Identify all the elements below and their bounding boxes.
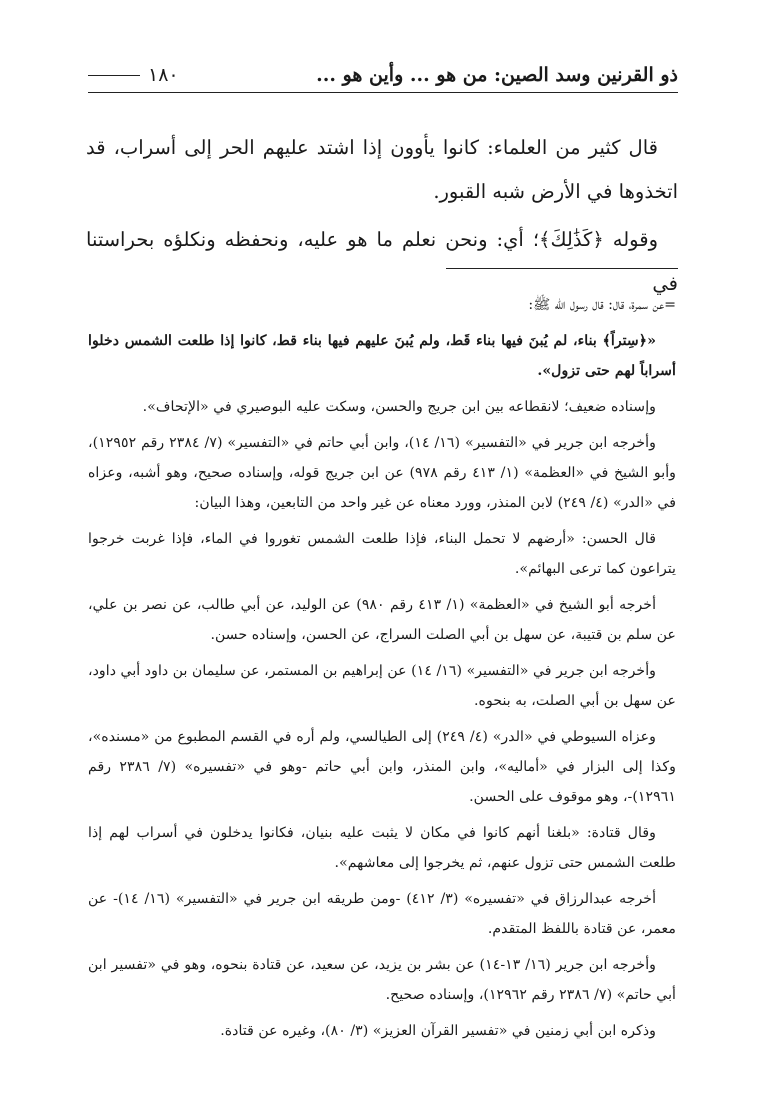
footnote-line: أخرجه عبدالرزاق في «تفسيره» (٣/ ٤١٢) -ومن طريقه ابن جرير في «التفسير» (١٦/ ١٤)- عن معمر، عن قتادة باللفظ المتقدم. [88,891,676,937]
main-text [86,126,678,306]
footnote-line: وذكره ابن أبي زمنين في «تفسير القرآن العزيز» (٣/ ٨٠)، وغيره عن قتادة. [220,1023,656,1039]
main-paragraph: قال كثير من العلماء: كانوا يأوون إذا اشتد عليهم الحر إلى أسراب، قد اتخذوها في الأرض شبه القبور. [86,136,678,203]
main-paragraph: وقوله ﴿كَذَٰلِكَ﴾؛ أي: ونحن نعلم ما هو عليه، ونحفظه ونكلؤه بحراستنا في [86,228,678,295]
footnote-separator [446,268,678,269]
running-header [88,58,678,93]
footnote-line: وأخرجه ابن جرير (١٦/ ١٣-١٤) عن بشر بن يزيد، عن سعيد، عن قتادة بنحوه، وهو في «تفسير ابن أبي حاتم» (٧/ ٢٣٨٦ رقم ١٢٩٦٢)، وإسناده صحيح. [88,957,676,1003]
footnote-line: وأخرجه ابن جرير في «التفسير» (١٦/ ١٤)، وابن أبي حاتم في «التفسير» (٧/ ٢٣٨٤ رقم ١٢٩٥٢)، وأبو الشيخ في «العظمة» (١/ ٤١٣ رقم ٩٧٨) عن ابن جريج قوله، وإسناده صحيح، وهو أشبه، وعزاه في «الدر» (٤/ ٢٤٩) لابن المنذر، وورد معناه عن غير واحد من التابعين، وهذا البيان: [88,435,676,511]
page-number-dash [88,75,140,76]
running-title: ذو القرنين وسد الصين: من هو ... وأين هو ... [316,64,678,86]
page-number: ١٨٠ [148,64,179,86]
footnotes [88,290,676,1052]
footnote-line: وعزاه السيوطي في «الدر» (٤/ ٢٤٩) إلى الطيالسي، ولم أره في القسم المطبوع من «مسنده»، وكذا إلى البزار في «أماليه»، وابن المنذر، وابن أبي حاتم -وهو في «تفسيره» (٧/ ٢٣٨٦ رقم ١٢٩٦١)-، وهو موقوف على الحسن. [88,729,676,805]
footnote-line: وأخرجه ابن جرير في «التفسير» (١٦/ ١٤) عن إبراهيم بن المستمر، عن سليمان بن داود أبي داود، عن سهل بن أبي الصلت، به بنحوه. [88,663,676,709]
footnote-quote: «﴿سِتراً﴾ بناء، لم يُبنَ فيها بناء قَط، ولم يُبنَ عليهم فيها بناء قط، كانوا إذا طلعت الشمس دخلوا أسراباً لهم حتى تزول». [88,333,676,379]
footnote-line: وإسناده ضعيف؛ لانقطاعه بين ابن جريج والحسن، وسكت عليه البوصيري في «الإتحاف». [142,399,656,415]
page-number-block [88,64,179,92]
footnote-line: وقال قتادة: «بلغنا أنهم كانوا في مكان لا يثبت عليه بنيان، فكانوا يدخلون في أسراب لهم إذا طلعت الشمس حتى تزول عنهم، ثم يخرجوا إلى معاشهم». [88,825,676,871]
footnote-line: قال الحسن: «أرضهم لا تحمل البناء، فإذا طلعت الشمس تغوروا في الماء، فإذا غربت خرجوا يتراعون كما ترعى البهائم». [88,531,676,577]
footnote-line: =عن سمرة، قال: قال رسول الله ﷺ: [528,297,676,313]
footnote-line: أخرجه أبو الشيخ في «العظمة» (١/ ٤١٣ رقم ٩٨٠) عن الوليد، عن أبي طالب، عن نصر بن علي، عن سلم بن قتيبة، عن سهل بن أبي الصلت السراج، عن الحسن، وإسناده حسن. [88,597,676,643]
